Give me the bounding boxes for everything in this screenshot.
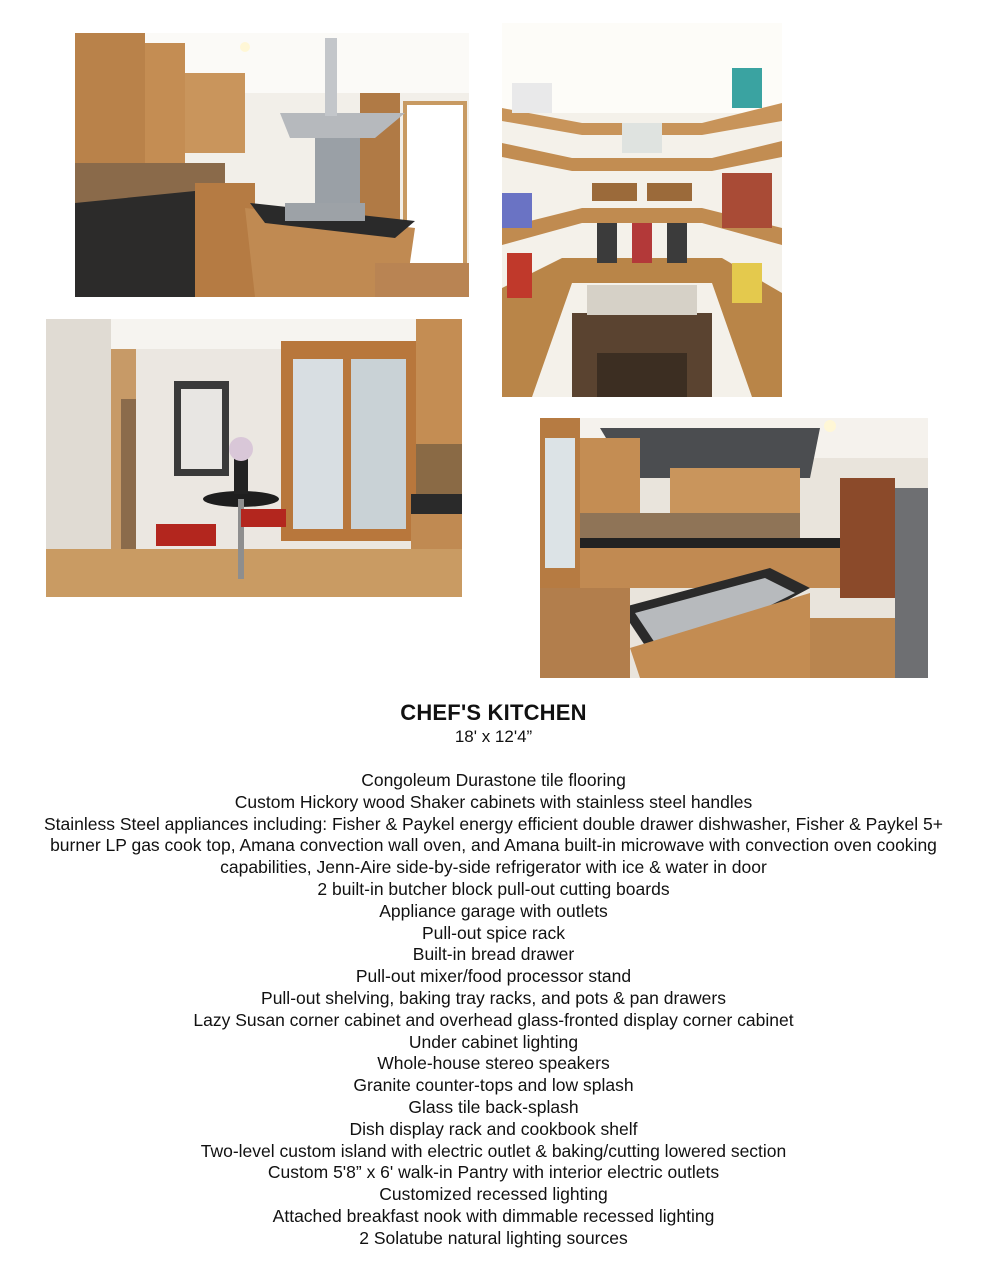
feature-item: Glass tile back-splash xyxy=(408,1096,579,1117)
feature-item: Appliance garage with outlets xyxy=(379,900,608,921)
feature-item: 2 Solatube natural lighting sources xyxy=(359,1227,628,1248)
feature-list xyxy=(44,770,943,1250)
feature-item: Lazy Susan corner cabinet and overhead glass-fronted display corner cabinet xyxy=(193,1009,794,1030)
feature-item: Stainless Steel appliances including: Fisher & Paykel energy efficient double drawer dishwasher, Fisher & Paykel 5+ burner LP gas cook top, Amana convection wall oven, and Amana built-in microwave with convection oven cooking capabilities, Jenn-Aire side-by-side refrigerator with ice & water in door xyxy=(44,813,943,878)
kitchen-cooktop-photo xyxy=(540,418,928,678)
breakfast-nook-photo xyxy=(46,319,462,597)
feature-item: Attached breakfast nook with dimmable recessed lighting xyxy=(272,1205,715,1226)
feature-item: Two-level custom island with electric outlet & baking/cutting lowered section xyxy=(200,1140,787,1161)
feature-item: Custom 5'8” x 6' walk-in Pantry with interior electric outlets xyxy=(267,1162,720,1183)
kitchen-island-photo xyxy=(75,33,469,297)
feature-item: Pull-out mixer/food processor stand xyxy=(355,966,632,987)
feature-item: Under cabinet lighting xyxy=(408,1031,579,1052)
feature-item: Pull-out shelving, baking tray racks, and pots & pan drawers xyxy=(261,987,726,1008)
page-title: CHEF'S KITCHEN xyxy=(400,700,587,725)
room-dimensions: 18' x 12'4” xyxy=(454,727,533,746)
feature-item: Whole-house stereo speakers xyxy=(377,1053,610,1074)
feature-item: Custom Hickory wood Shaker cabinets with stainless steel handles xyxy=(234,791,753,812)
feature-item: Built-in bread drawer xyxy=(412,944,575,965)
feature-item: Congoleum Durastone tile flooring xyxy=(361,770,626,790)
feature-item: Granite counter-tops and low splash xyxy=(353,1075,634,1096)
feature-item: 2 built-in butcher block pull-out cutting boards xyxy=(317,878,670,899)
feature-item: Dish display rack and cookbook shelf xyxy=(349,1118,638,1139)
feature-item: Pull-out spice rack xyxy=(422,922,565,943)
feature-item: Customized recessed lighting xyxy=(379,1184,608,1205)
pantry-photo xyxy=(502,23,782,397)
